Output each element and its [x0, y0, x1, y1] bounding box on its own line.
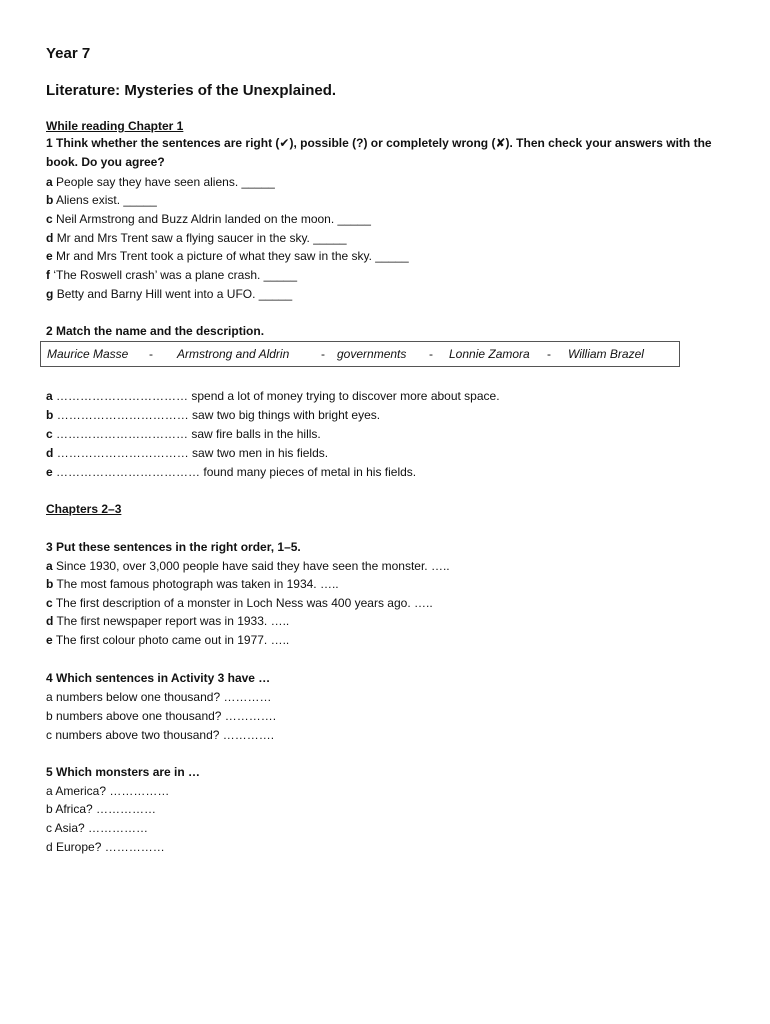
name-option: Lonnie Zamora [449, 347, 530, 361]
q3-item: c The first description of a monster in Loch Ness was 400 years ago. ….. [46, 596, 433, 610]
q2-item: a …………………………… spend a lot of money trying to discover more about space. [46, 389, 500, 403]
q2-item: b …………………………… saw two big things with bright eyes. [46, 408, 381, 422]
name-separator: - [149, 347, 153, 361]
question-1-prompt: 1 Think whether the sentences are right (✔), possible (?) or completely wrong (✘). Then check your answers with the book. Do you agree? [46, 136, 712, 169]
q1-item: e Mr and Mrs Trent took a picture of what they saw in the sky. _____ [46, 249, 409, 263]
q4-item: a numbers below one thousand? ………… [46, 690, 272, 704]
q3-item: a Since 1930, over 3,000 people have said they have seen the monster. ….. [46, 559, 450, 573]
name-separator: - [321, 347, 325, 361]
q3-item: d The first newspaper report was in 1933. ….. [46, 614, 290, 628]
year-label: Year 7 [46, 45, 91, 62]
page-title: Literature: Mysteries of the Unexplained. [46, 82, 337, 99]
q1-item: c Neil Armstrong and Buzz Aldrin landed on the moon. _____ [46, 212, 371, 226]
section-heading-chapter-1: While reading Chapter 1 [46, 119, 184, 133]
q5-item: a America? …………… [46, 784, 170, 798]
name-option: William Brazel [568, 347, 644, 361]
q1-item: a People say they have seen aliens. _____ [46, 175, 275, 189]
q2-item: d …………………………… saw two men in his fields. [46, 446, 329, 460]
q5-item: b Africa? …………… [46, 802, 157, 816]
q2-item: e ……………………………… found many pieces of metal in his fields. [46, 465, 417, 479]
question-4-prompt: 4 Which sentences in Activity 3 have … [46, 671, 271, 685]
q3-item: e The first colour photo came out in 1977. ….. [46, 633, 290, 647]
name-separator: - [429, 347, 433, 361]
q5-item: c Asia? …………… [46, 821, 149, 835]
q2-item: c …………………………… saw fire balls in the hills. [46, 427, 321, 441]
q1-item: g Betty and Barny Hill went into a UFO. _____ [46, 287, 293, 301]
name-separator: - [547, 347, 551, 361]
name-option: Maurice Masse [47, 347, 129, 361]
q1-item: b Aliens exist. _____ [46, 193, 157, 207]
q3-item: b The most famous photograph was taken in 1934. ….. [46, 577, 339, 591]
question-2-prompt: 2 Match the name and the description. [46, 324, 265, 338]
name-option: governments [337, 347, 407, 361]
q5-item: d Europe? …………… [46, 840, 165, 854]
q1-item: d Mr and Mrs Trent saw a flying saucer in the sky. _____ [46, 231, 347, 245]
question-5-prompt: 5 Which monsters are in … [46, 765, 201, 779]
section-heading-chapters-2-3: Chapters 2–3 [46, 502, 122, 516]
name-bank-box [40, 341, 680, 367]
q1-item: f ‘The Roswell crash’ was a plane crash. _____ [46, 268, 298, 282]
q4-item: b numbers above one thousand? …………. [46, 709, 277, 723]
question-3-prompt: 3 Put these sentences in the right order, 1–5. [46, 540, 301, 554]
q4-item: c numbers above two thousand? …………. [46, 728, 275, 742]
name-option: Armstrong and Aldrin [177, 347, 290, 361]
